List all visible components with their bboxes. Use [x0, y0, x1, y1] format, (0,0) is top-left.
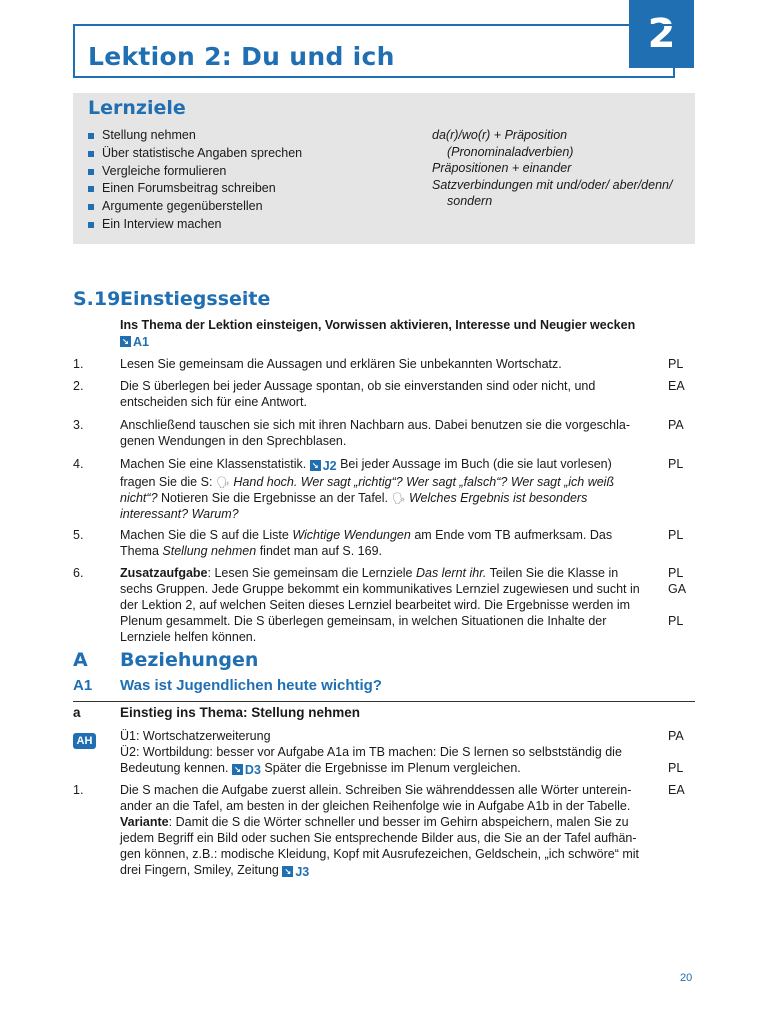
exercise-u1: Ü1: Wortschatzerweiterung — [120, 729, 271, 743]
lesson-title: Lektion 2: Du und ich — [88, 42, 395, 71]
exercise-u2: Ü2: Wortbildung: besser vor Aufgabe A1a im TB machen: Die S lernen so selbstständig die Bedeutung kennen. ↘ D3 Später die Ergebnisse im Plenum vergleichen. — [120, 745, 622, 777]
goal-item: Ein Interview machen — [88, 216, 302, 234]
cross-ref[interactable]: ↘ D3 — [232, 762, 261, 778]
step-number: 4. — [73, 457, 84, 471]
social-form: PA — [668, 729, 684, 743]
step-text: Zusatzaufgabe: Lesen Sie gemeinsam die Lernziele Das lernt ihr. Teilen Sie die Klasse in sechs Gruppen. Jede Gruppe bekommt ein kommunikatives Lernziel zugewiesen und sucht in der Lektion 2, auf welchen Seiten dieses Lernziel bearbeitet wird. Die Ergebnisse werden im Plenum gesammelt. Die S überlegen gemeinsam, in welchen Situationen die Inhalte der Lernziele helfen können. — [120, 566, 640, 644]
chapter-number-tab: 2 — [629, 0, 694, 68]
social-form: PL GA PL — [668, 566, 687, 628]
section-title: Beziehungen — [120, 649, 259, 671]
step-number: 3. — [73, 418, 84, 432]
section-letter: A — [73, 649, 88, 671]
subsection-title: Was ist Jugendlichen heute wichtig? — [120, 677, 382, 694]
grammar-item: da(r)/wo(r) + Präposition — [432, 128, 568, 142]
grammar-item: sondern — [447, 194, 493, 209]
cross-ref[interactable]: ↘ J3 — [282, 864, 309, 880]
cross-ref[interactable]: ↘ A1 — [120, 334, 149, 350]
goal-list — [88, 127, 302, 234]
speech-icon: 🗣 — [391, 492, 406, 505]
step-text: Lesen Sie gemeinsam die Aussagen und erklären Sie unbekannten Wortschatz. — [120, 357, 562, 371]
lernziele-heading: Lernziele — [88, 97, 186, 119]
page-number: 20 — [680, 972, 693, 984]
arrow-ref-icon: ↘ — [232, 764, 243, 775]
subsection-number: A1 — [73, 677, 93, 694]
arrow-ref-icon: ↘ — [120, 336, 131, 347]
goal-item: Argumente gegenüberstellen — [88, 198, 302, 216]
part-letter: a — [73, 705, 81, 720]
social-form: EA — [668, 783, 685, 797]
social-form: PL — [668, 528, 684, 542]
goal-item: Einen Forumsbeitrag schreiben — [88, 180, 302, 198]
social-form: PL — [668, 357, 684, 371]
step-number: 1. — [73, 783, 84, 797]
s19-intro: Ins Thema der Lektion einsteigen, Vorwissen aktivieren, Interesse und Neugier wecken — [120, 318, 636, 332]
social-form: PL — [668, 457, 684, 471]
social-form: PA — [668, 418, 684, 432]
step-text: Machen Sie die S auf die Liste Wichtige Wendungen am Ende vom TB aufmerksam. Das Thema Stellung nehmen findet man auf S. 169. — [120, 528, 613, 558]
s19-title: Einstiegsseite — [120, 288, 271, 310]
step-number: 2. — [73, 379, 84, 393]
step-text: Machen Sie eine Klassenstatistik. ↘ J2 Bei jeder Aussage im Buch (die sie laut vorlesen) fragen Sie die S: 🗣 Hand hoch. Wer sagt „richtig“? Wer sagt „falsch“? Wer sagt „ich weiß nicht“? Notieren Sie die Ergebnisse an der Tafel. 🗣 Welches Ergebnis ist besonders interessant? Warum? — [120, 457, 615, 521]
cross-ref[interactable]: ↘ J2 — [310, 458, 337, 474]
step-number: 1. — [73, 357, 84, 371]
step-number: 5. — [73, 528, 84, 542]
arrow-ref-icon: ↘ — [310, 460, 321, 471]
lernziele-box — [73, 93, 695, 244]
step-text: Anschließend tauschen sie sich mit ihren Nachbarn aus. Dabei benutzen sie die vorgeschla-genen Wendungen in den Sprechblasen. — [120, 418, 631, 448]
step-text: Die S machen die Aufgabe zuerst allein. Schreiben Sie währenddessen alle Wörter unterein-ander an die Tafel, am besten in der gleichen Reihenfolge wie in Aufgabe A1b in der Tabelle. Variante: Damit die S die Wörter schneller und besser im Gehirn abspeichern, malen Sie zu jedem Begriff ein Bild oder suchen Sie entsprechende Bilder aus, die Sie an der Tafel aufhän-gen können, z.B.: modische Kleidung, Kopf mit Ausrufezeichen, Geldschein, „ich schwöre“ mit drei Fingern, Smiley, Zeitung ↘ J3 — [120, 783, 640, 879]
grammar-item: Satzverbindungen mit und/oder/ aber/denn/ — [432, 177, 673, 192]
grammar-item: Präpositionen + einander — [432, 161, 572, 176]
arrow-ref-icon: ↘ — [282, 866, 293, 877]
step-text: Die S überlegen bei jeder Aussage spontan, ob sie einverstanden sind oder nicht, und entscheiden sich für eine Antwort. — [120, 379, 596, 409]
grammar-item: (Pronominaladverbien) — [447, 144, 574, 159]
ah-badge: AH — [73, 733, 96, 749]
grammar-list — [432, 127, 692, 210]
goal-item: Vergleiche formulieren — [88, 163, 302, 181]
step-number: 6. — [73, 566, 84, 580]
social-form: PL — [668, 761, 684, 775]
goal-item: Stellung nehmen — [88, 127, 302, 145]
social-form: EA — [668, 379, 685, 393]
part-title: Einstieg ins Thema: Stellung nehmen — [120, 705, 361, 720]
goal-item: Über statistische Angaben sprechen — [88, 145, 302, 163]
section-divider — [73, 701, 695, 702]
speech-icon: 🗣 — [215, 476, 230, 489]
s19-page-ref: S.19 — [73, 288, 121, 310]
